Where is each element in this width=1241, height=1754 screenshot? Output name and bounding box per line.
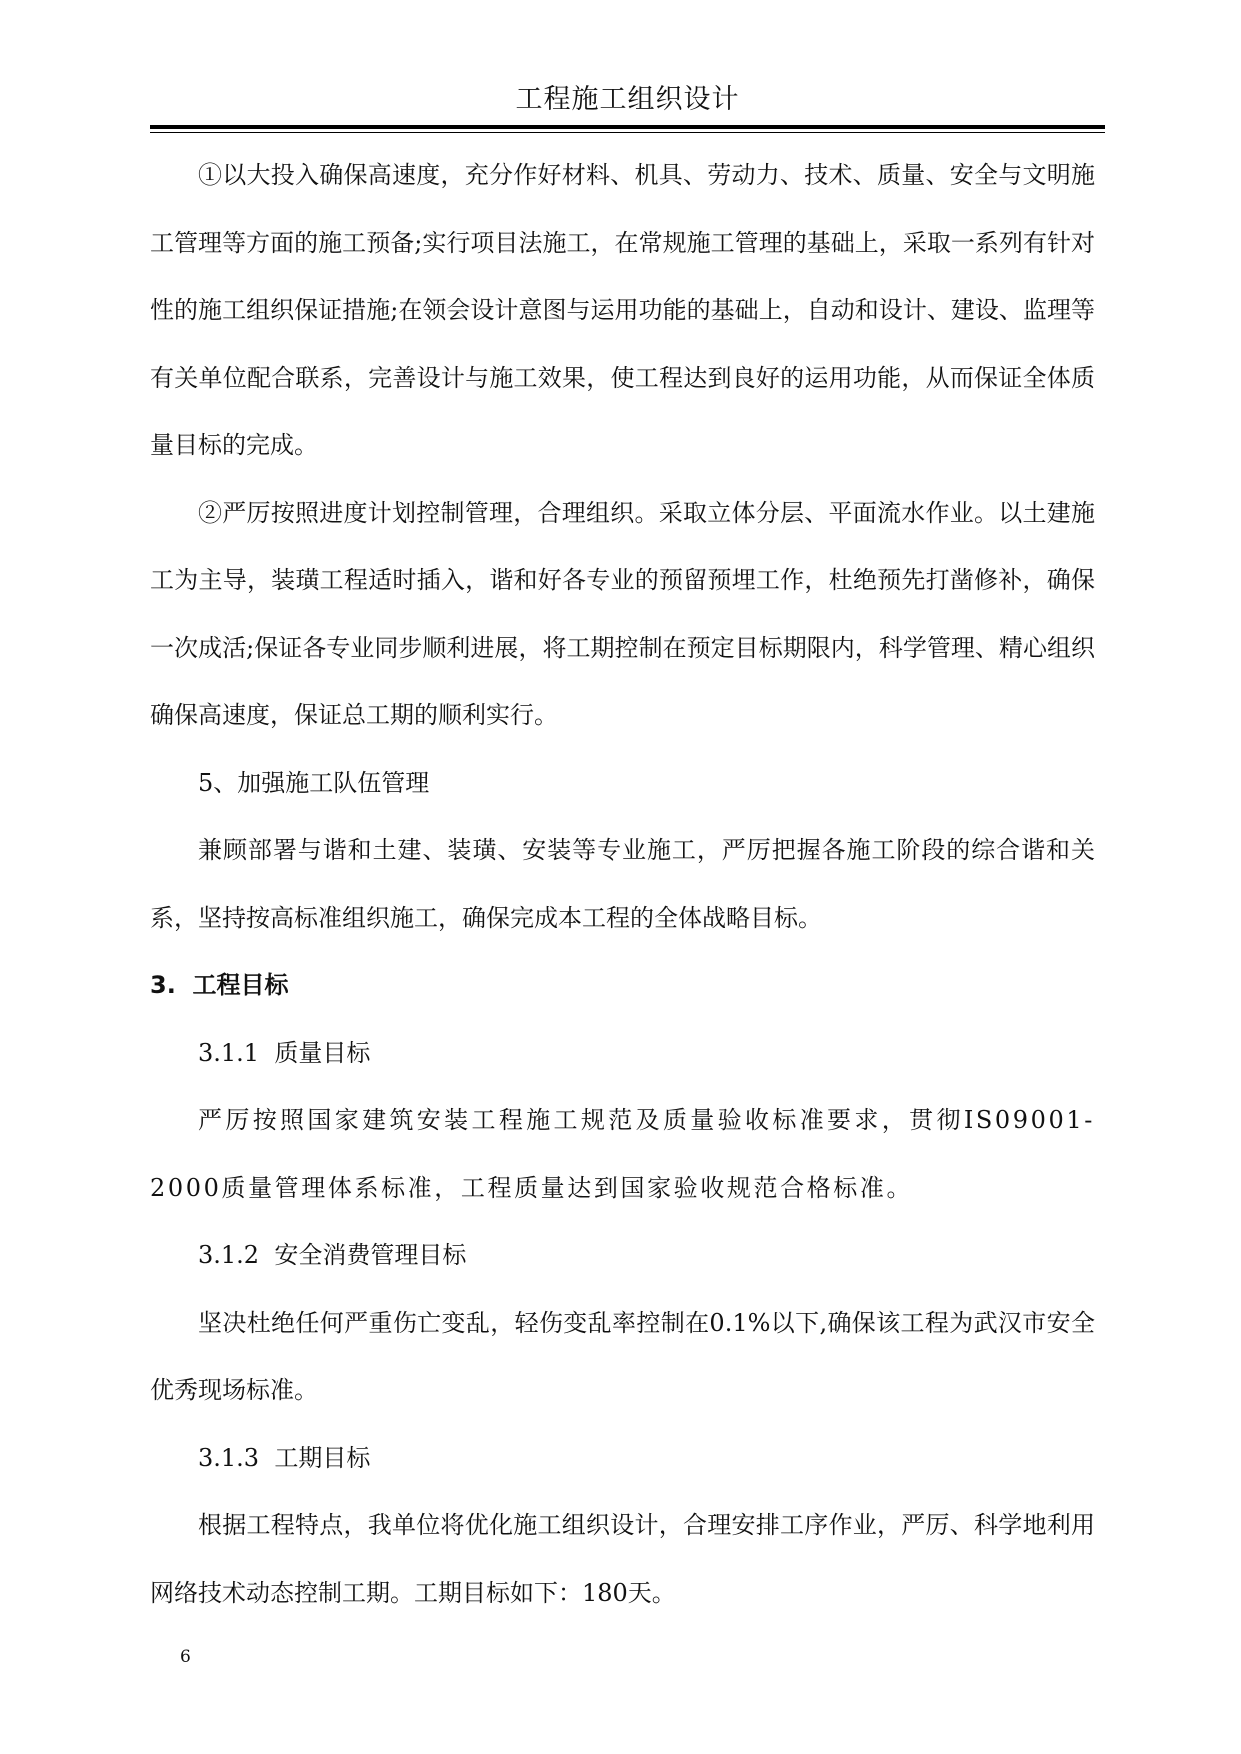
- paragraph-schedule-goal: 根据工程特点，我单位将优化施工组织设计，合理安排工序作业，严厉、科学地利用网络技术动态控制工期。工期目标如下：180天。: [150, 1511, 1095, 1607]
- paragraph-schedule-control: ②严厉按照进度计划控制管理，合理组织。采取立体分层、平面流水作业。以土建施工为主导，装璜工程适时插入，谐和好各专业的预留预埋工作，杜绝预先打凿修补，确保一次成活;保证各专业同步顺利进展，将工期控制在预定目标期限内，科学管理、精心组织确保高速度，保证总工期的顺利实行。: [150, 498, 1095, 729]
- paragraph-quality-goal: 严厉按照国家建筑安装工程施工规范及质量验收标准要求，贯彻IS09001-2000质量管理体系标准，工程质量达到国家验收规范合格标准。: [150, 1106, 1095, 1202]
- header-rule-thin: [150, 132, 1105, 133]
- subheading-team-management: 5、加强施工队伍管理: [198, 768, 430, 797]
- running-header-title: 工程施工组织设计: [515, 84, 740, 115]
- page-number: 6: [180, 1647, 191, 1667]
- subheading-safety-goal: 3.1.2 安全消费管理目标: [198, 1241, 467, 1269]
- page-body: [150, 142, 1095, 1627]
- subheading-schedule-goal: 3.1.3 工期目标: [198, 1443, 371, 1472]
- subheading-quality-goal: 3.1.1 质量目标: [198, 1038, 371, 1067]
- paragraph-safety-goal: 坚决杜绝任何严重伤亡变乱，轻伤变乱率控制在0.1%以下,确保该工程为武汉市安全优秀现场标准。: [150, 1308, 1095, 1404]
- paragraph-quality-measures: ①以大投入确保高速度，充分作好材料、机具、劳动力、技术、质量、安全与文明施工管理等方面的施工预备;实行项目法施工，在常规施工管理的基础上，采取一系列有针对性的施工组织保证措施;在领会设计意图与运用功能的基础上，自动和设计、建设、监理等有关单位配合联系，完善设计与施工效果，使工程达到良好的运用功能，从而保证全体质量目标的完成。: [150, 161, 1095, 459]
- section-heading-project-goals: 3. 工程目标: [150, 971, 289, 999]
- header-rule-thick: [150, 125, 1105, 129]
- paragraph-team-coordination: 兼顾部署与谐和土建、装璜、安装等专业施工，严厉把握各施工阶段的综合谐和关系，坚持按高标准组织施工，确保完成本工程的全体战略目标。: [150, 836, 1095, 932]
